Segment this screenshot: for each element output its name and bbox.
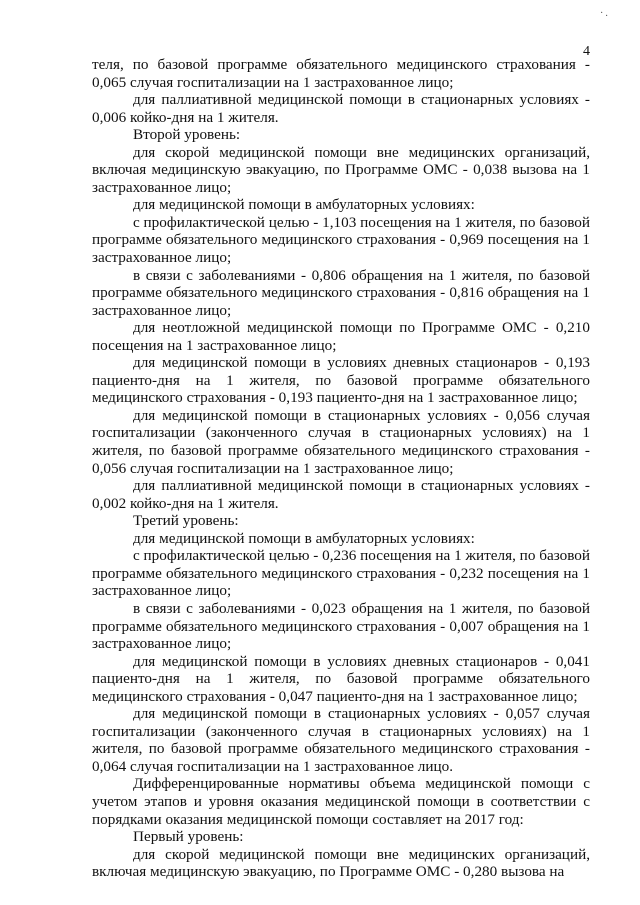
paragraph: в связи с заболеваниями - 0,023 обращения на 1 жителя, по базовой программе обязательного медицинского страхования - 0,007 обращения на 1 застрахованное лицо; <box>92 599 590 653</box>
paragraph: для медицинской помощи в амбулаторных условиях: <box>133 196 475 214</box>
paragraph: для паллиативной медицинской помощи в стационарных условиях - 0,002 койко-дня на 1 жителя. <box>92 477 590 512</box>
paragraph: для паллиативной медицинской помощи в стационарных условиях - 0,006 койко-дня на 1 жителя. <box>92 91 590 126</box>
paragraph: в связи с заболеваниями - 0,806 обращения на 1 жителя, по базовой программе обязательного медицинского страхования - 0,816 обращения на 1 застрахованное лицо; <box>92 266 590 319</box>
paragraph-continuation: теля, по базовой программе обязательного медицинского страхования - 0,065 случая госпитализации на 1 застрахованное лицо; <box>92 56 590 91</box>
paragraph: с профилактической целью - 0,236 посещения на 1 жителя, по базовой программе обязательного медицинского страхования - 0,232 посещения на 1 застрахованное лицо; <box>92 547 590 600</box>
paragraph: для медицинской помощи в условиях дневных стационаров - 0,193 пациенто-дня на 1 жителя, по базовой программе обязательного медицинского страхования - 0,193 пациенто-дня на 1 застрахованное лицо; <box>92 354 590 407</box>
paragraph: для медицинской помощи в амбулаторных условиях: <box>133 529 475 547</box>
paragraph: для неотложной медицинской помощи по Программе ОМС - 0,210 посещения на 1 застрахованное лицо; <box>92 319 590 354</box>
paragraph: для медицинской помощи в стационарных условиях - 0,057 случая госпитализации (законченного случая в стационарных условиях) на 1 жителя, по базовой программе обязательного медицинского страхования - 0,064 случая госпитализации на 1 застрахованное лицо. <box>92 705 590 775</box>
paragraph: для медицинской помощи в условиях дневных стационаров - 0,041 пациенто-дня на 1 жителя, по базовой программе обязательного медицинского страхования - 0,047 пациенто-дня на 1 застрахованное лицо; <box>92 652 590 705</box>
section-heading-level-1: Первый уровень: <box>133 828 244 846</box>
section-heading-level-2: Второй уровень: <box>133 126 241 144</box>
paragraph: для скорой медицинской помощи вне медицинских организаций, включая медицинскую эвакуацию, по Программе ОМС - 0,280 вызова на <box>92 845 590 881</box>
paragraph: для медицинской помощи в стационарных условиях - 0,056 случая госпитализации (законченного случая в стационарных условиях) на 1 жителя, по базовой программе обязательного медицинского страхования - 0,056 случая госпитализации на 1 застрахованное лицо; <box>92 406 590 477</box>
corner-mark: ·. <box>600 8 610 19</box>
section-heading-level-3: Третий уровень: <box>133 512 239 530</box>
paragraph: с профилактической целью - 1,103 посещения на 1 жителя, по базовой программе обязательного медицинского страхования - 0,969 посещения на 1 застрахованное лицо; <box>92 213 590 267</box>
body-text <box>92 56 590 881</box>
page-number: 4 <box>583 44 590 59</box>
paragraph: Дифференцированные нормативы объема медицинской помощи с учетом этапов и уровня оказания медицинской помощи в соответствии с порядками оказания медицинской помощи составляет на 2017 год: <box>92 775 590 828</box>
paragraph: для скорой медицинской помощи вне медицинских организаций, включая медицинскую эвакуацию, по Программе ОМС - 0,038 вызова на 1 застрахованное лицо; <box>92 143 590 196</box>
